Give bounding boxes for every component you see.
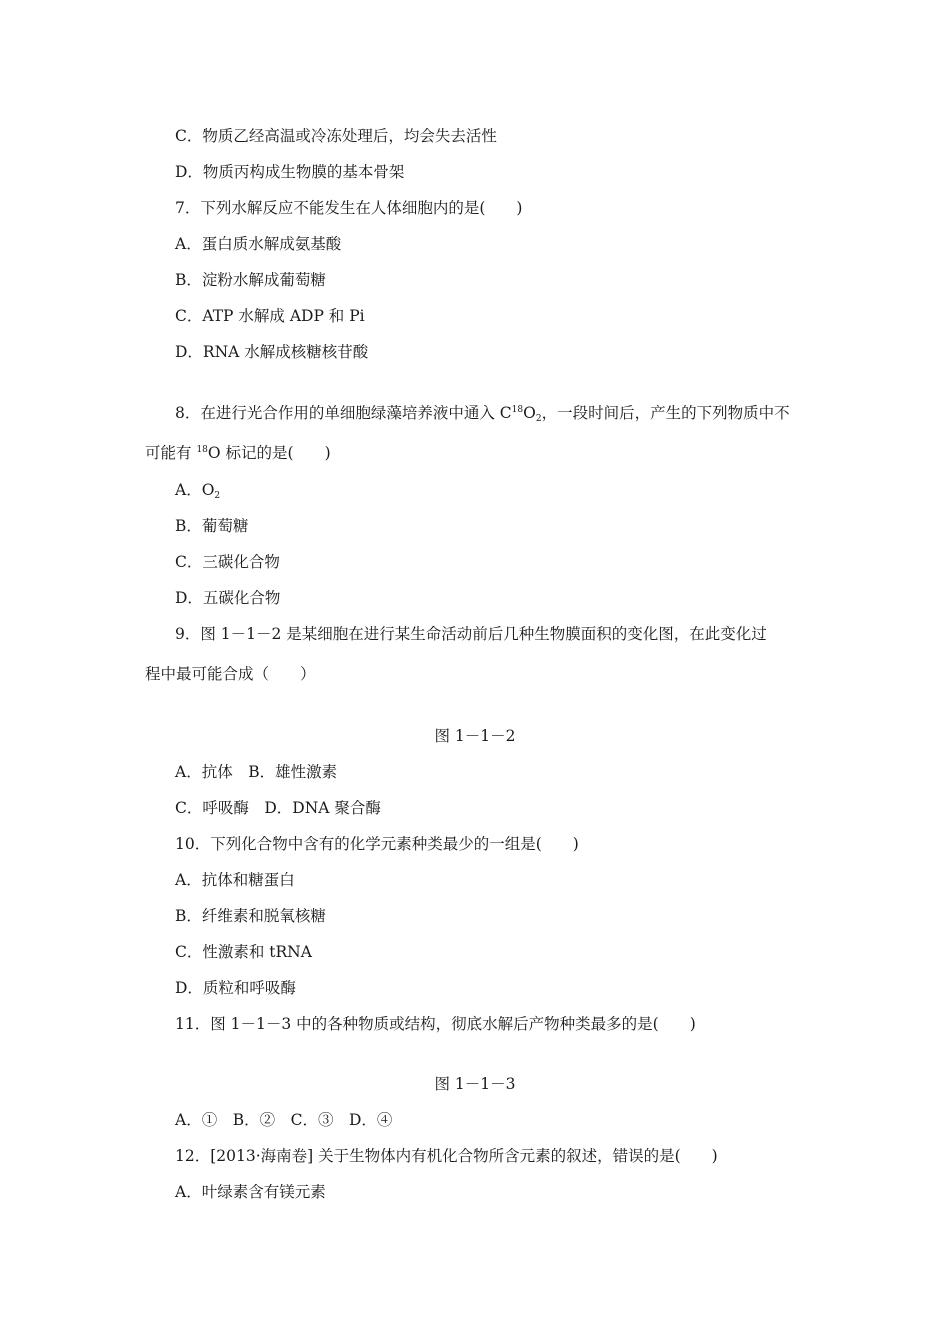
q7-option-c: C．ATP 水解成 ADP 和 Pi — [175, 307, 365, 325]
q8-stem-text-2: O — [523, 404, 536, 422]
q10-option-b: B．纤维素和脱氧核糖 — [175, 907, 326, 925]
q8-stem2-text-2: O 标记的是( ) — [207, 444, 331, 462]
q9-stem-line1: 9．图 1－1－2 是某细胞在进行某生命活动前后几种生物膜面积的变化图，在此变化过 — [175, 625, 767, 643]
q10-option-c: C．性激素和 tRNA — [175, 943, 312, 961]
q7-stem: 7．下列水解反应不能发生在人体细胞内的是( ) — [175, 199, 523, 217]
q8-stem-text-3: ，一段时间后，产生的下列物质中不 — [541, 404, 790, 422]
q7-option-b: B．淀粉水解成葡萄糖 — [175, 271, 326, 289]
q6-option-c: C．物质乙经高温或冷冻处理后，均会失去活性 — [175, 127, 497, 145]
q7-option-a: A．蛋白质水解成氨基酸 — [175, 235, 342, 253]
q6-option-d: D．物质丙构成生物膜的基本骨架 — [175, 163, 405, 181]
q8-option-a-subscript: 2 — [214, 491, 221, 501]
q8-stem2-text-1: 可能有 — [145, 444, 197, 462]
q10-option-a: A．抗体和糖蛋白 — [175, 871, 295, 889]
q9-figure-caption: 图 1－1－2 — [434, 727, 516, 745]
q8-stem-line1 — [175, 403, 790, 423]
q8-option-d: D．五碳化合物 — [175, 589, 281, 607]
q10-option-d: D．质粒和呼吸酶 — [175, 979, 296, 997]
q9-options-ab: A．抗体 B．雄性激素 — [175, 763, 338, 781]
q11-options: A．① B．② C．③ D．④ — [175, 1111, 393, 1129]
q8-subscript-1: 2 — [535, 414, 542, 424]
q12-option-a: A．叶绿素含有镁元素 — [175, 1183, 326, 1201]
q8-isotope-mass-1: 18 — [511, 405, 524, 415]
q8-option-c: C．三碳化合物 — [175, 553, 280, 571]
q8-stem-line2 — [145, 443, 331, 463]
q7-option-d: D．RNA 水解成核糖核苷酸 — [175, 343, 369, 361]
q11-stem: 11．图 1－1－3 中的各种物质或结构，彻底水解后产物种类最多的是( ) — [175, 1015, 696, 1033]
q11-figure-caption: 图 1－1－3 — [434, 1075, 516, 1093]
q12-stem: 12．[2013·海南卷] 关于生物体内有机化合物所含元素的叙述，错误的是( ) — [175, 1147, 718, 1165]
q9-options-cd: C．呼吸酶 D．DNA 聚合酶 — [175, 799, 381, 817]
q8-option-a-text: A．O — [175, 481, 215, 499]
q8-stem-text-1: 8．在进行光合作用的单细胞绿藻培养液中通入 C — [175, 404, 512, 422]
q8-isotope-mass-2: 18 — [196, 445, 208, 455]
q9-stem-line2: 程中最可能合成（ ） — [145, 665, 316, 683]
q8-option-a — [175, 480, 220, 500]
q10-stem: 10．下列化合物中含有的化学元素种类最少的一组是( ) — [175, 835, 579, 853]
q8-option-b: B．葡萄糖 — [175, 517, 249, 535]
